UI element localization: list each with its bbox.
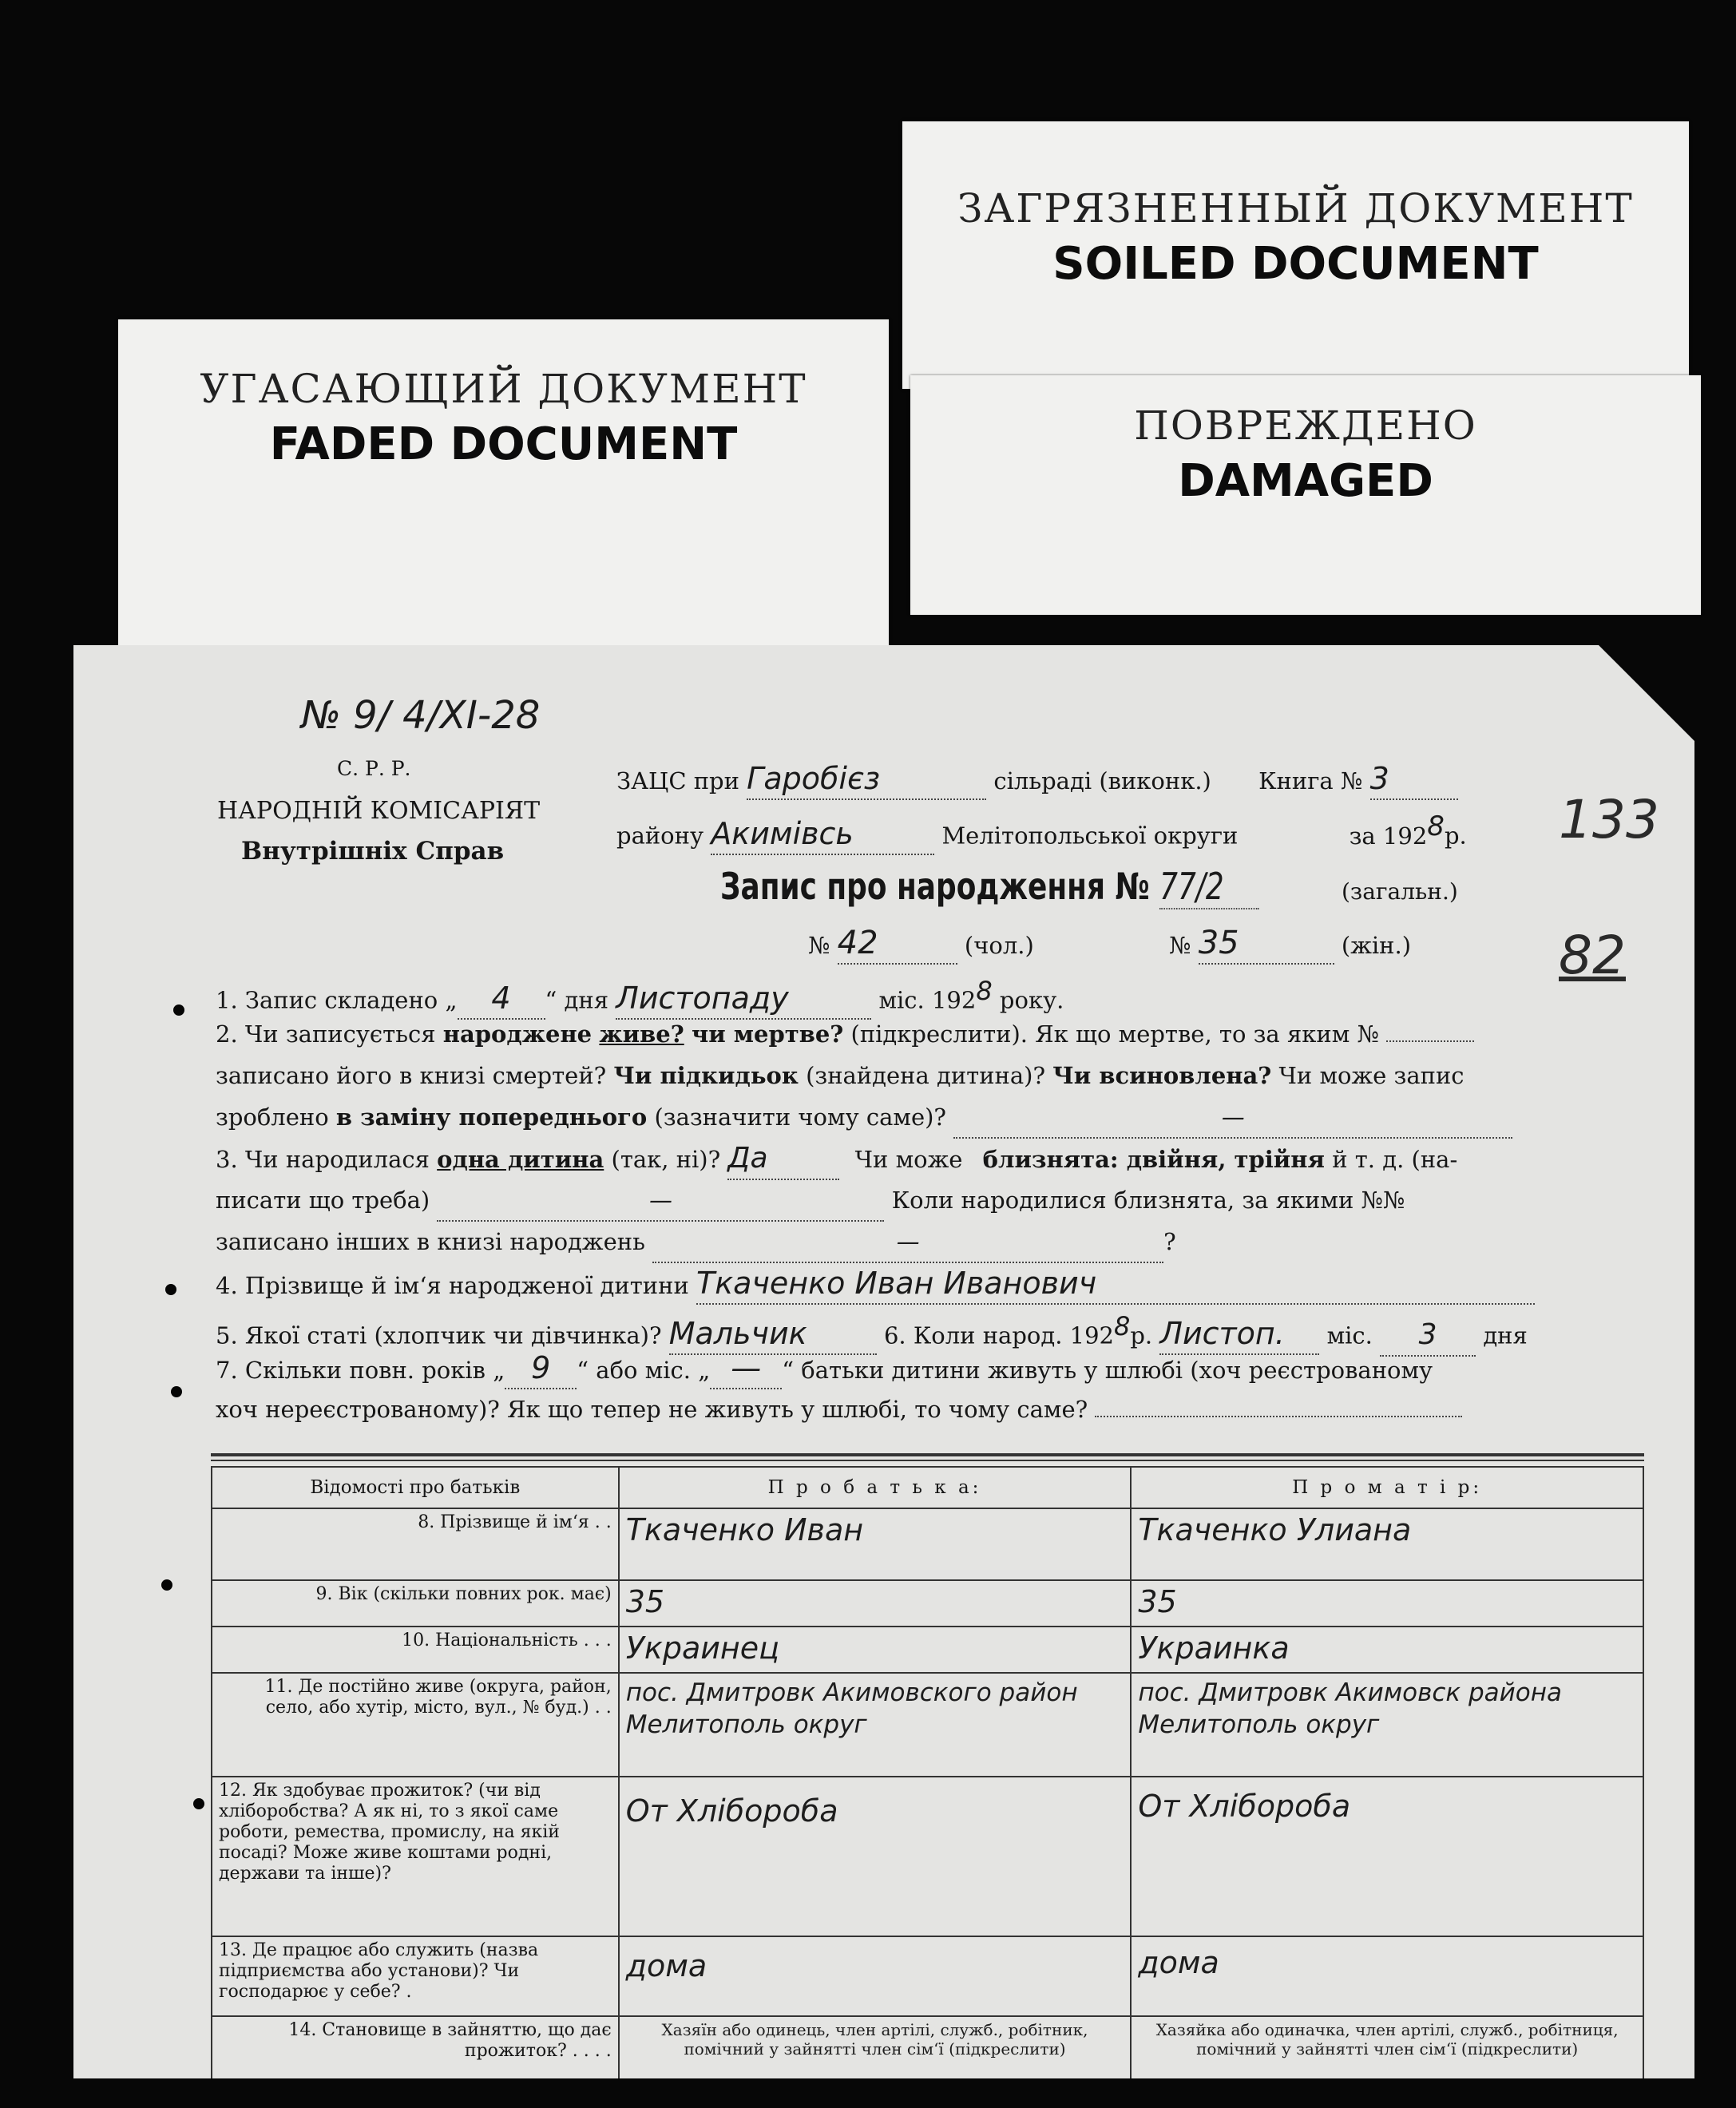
soiled-label-en: SOILED DOCUMENT — [1052, 238, 1539, 290]
question-1 — [216, 971, 1064, 1020]
q3-twins-value: — — [437, 1180, 884, 1222]
table-row — [212, 1580, 1643, 1627]
female-number-value: 35 — [1199, 923, 1334, 965]
table-row — [212, 1673, 1643, 1777]
damaged-label-ru: ПОВРЕЖДЕНО — [1134, 402, 1477, 449]
year-suffix: р. — [1444, 822, 1467, 850]
question-3-line-2 — [216, 1180, 1405, 1222]
q3-text-d: Чи може — [854, 1146, 963, 1173]
q4-label: 4. Прізвище й ім‘я народженої дитини — [216, 1272, 689, 1299]
parents-table — [211, 1466, 1644, 2078]
q3-text-i: записано інших в книзі народжень — [216, 1228, 645, 1255]
q1-label: 1. Запис складено „ — [216, 986, 458, 1014]
q2-text-k: зроблено — [216, 1104, 329, 1131]
row-label-name: 8. Прізвище й ім‘я . . — [212, 1508, 619, 1580]
q7-text-c: “ батьки дитини живуть у шлюбі (хоч реєстрованому — [782, 1357, 1433, 1384]
birth-month-value: Листоп. — [1159, 1314, 1319, 1355]
zags-prefix: ЗАЦС при — [616, 767, 739, 794]
punch-hole — [171, 1386, 182, 1397]
record-title-label: Запис про народження № — [720, 865, 1150, 908]
father-residence-value: пос. Дмитровк Акимовского район Мелитополь округ — [619, 1673, 1132, 1777]
q7-reason-value — [1095, 1416, 1462, 1417]
father-nationality-value: Украинец — [619, 1627, 1132, 1673]
q6-day-suffix: дня — [1483, 1321, 1528, 1349]
question-2-line-1 — [216, 1014, 1474, 1054]
record-number-value: 77/2 — [1159, 865, 1259, 909]
row-label-livelihood: 12. Як здобуває прожиток? (чи від хліборобства? А як ні, то з якої саме роботи, ремества, промислу, на якій посаді? Може живе коштами родні, держави та інше)? — [212, 1777, 619, 1936]
year-prefix: за 192 — [1349, 822, 1428, 850]
damaged-document-card — [910, 375, 1701, 615]
book-number-value: 3 — [1370, 759, 1458, 800]
child-sex-value: Мальчик — [669, 1314, 877, 1355]
punch-hole — [173, 1004, 184, 1016]
question-2-line-2 — [216, 1056, 1465, 1096]
q1-day-value: 4 — [458, 978, 545, 1020]
birth-year-value: 8 — [1114, 1311, 1131, 1341]
row-label-nationality: 10. Національність . . . — [212, 1627, 619, 1673]
district-suffix: Мелітопольської округи — [941, 822, 1239, 850]
question-3-line-1 — [216, 1139, 1457, 1180]
table-row — [212, 1508, 1643, 1580]
table-top-rule-thin — [211, 1460, 1644, 1461]
marriage-months-value: — — [710, 1348, 782, 1389]
father-occupation-options: Хазяїн або одинець, член артілі, служб., робітник, помічний у зайнятті член сім‘ї (підкреслити) — [619, 2016, 1132, 2078]
zags-suffix: сільраді (виконк.) — [993, 767, 1211, 794]
punch-hole — [161, 1579, 172, 1591]
q1-month-suffix: міс. 192 — [878, 986, 977, 1014]
question-3-line-3 — [216, 1222, 1176, 1263]
mother-age-value: 35 — [1131, 1580, 1643, 1627]
q2-text-a: 2. Чи записується — [216, 1020, 436, 1048]
q2-alive-option: живе? — [599, 1020, 684, 1048]
record-total-suffix: (загальн.) — [1342, 878, 1458, 905]
q2-text-l: в заміну попереднього — [335, 1104, 648, 1131]
year-value: 8 — [1427, 810, 1445, 842]
registration-stamp: № 9/ 4/XI-28 — [301, 693, 541, 738]
soiled-label-ru: ЗАГРЯЗНЕННЫЙ ДОКУМЕНТ — [957, 185, 1634, 232]
q5-label: 5. Якої статі (хлопчик чи дівчинка)? — [216, 1321, 662, 1349]
torn-corner — [1599, 645, 1694, 741]
q3-text-e: близнята: двійня, трійня — [982, 1146, 1325, 1173]
punch-hole — [165, 1284, 176, 1295]
q7-text-d: хоч нереєстрованому)? Як що тепер не живуть у шлюбі, то чому саме? — [216, 1396, 1088, 1423]
q7-text-b: “ або міс. „ — [577, 1357, 711, 1384]
q6-month-suffix: міс. — [1326, 1321, 1373, 1349]
header-mother: П р о м а т і р: — [1131, 1467, 1643, 1508]
marriage-years-value: 9 — [505, 1348, 577, 1389]
female-number-suffix: (жін.) — [1341, 932, 1412, 959]
father-workplace-value: дома — [619, 1936, 1132, 2016]
mother-nationality-value: Украинка — [1131, 1627, 1643, 1673]
q3-text-h: Коли народилися близнята, за якими №№ — [891, 1187, 1405, 1214]
father-name-value: Ткаченко Иван — [619, 1508, 1132, 1580]
commissariat-line-1: НАРОДНІЙ КОМІСАРІЯТ — [217, 797, 541, 825]
q2-text-m: (зазначити чому саме)? — [654, 1104, 946, 1131]
book-label: Книга № — [1258, 767, 1363, 794]
q2-text-f: записано його в книзі смертей? — [216, 1062, 607, 1089]
q6-year-suffix: р. — [1130, 1321, 1153, 1349]
commissariat-line-2: Внутрішніх Справ — [241, 837, 505, 866]
female-number-prefix: № — [1169, 932, 1191, 959]
q3-single-value: Да — [727, 1139, 839, 1180]
header-parents-info: Відомості про батьків — [212, 1467, 619, 1508]
punch-hole — [193, 1798, 204, 1809]
q2-text-g: Чи підкидьок — [613, 1062, 799, 1089]
table-row — [212, 1627, 1643, 1673]
mother-residence-value: пос. Дмитровк Акимовск района Мелитополь округ — [1131, 1673, 1643, 1777]
birth-day-value: 3 — [1380, 1315, 1476, 1357]
question-7-line-1 — [216, 1348, 1433, 1390]
table-top-rule — [211, 1453, 1644, 1456]
row-label-occupation-status: 14. Становище в зайняттю, що дає прожиток? . . . . — [212, 2016, 619, 2078]
q3-text-c: (так, ні)? — [611, 1146, 721, 1173]
record-title — [720, 865, 1259, 909]
q1-year-value: 8 — [976, 976, 993, 1006]
birth-record-form — [73, 645, 1694, 2078]
question-2-line-3 — [216, 1097, 1512, 1139]
faded-label-ru: УГАСАЮЩИЙ ДОКУМЕНТ — [200, 366, 807, 412]
district-value: Акимівсь — [711, 814, 934, 855]
q3-text-a: 3. Чи народилася — [216, 1146, 430, 1173]
q2-death-number-value — [1386, 1040, 1474, 1042]
q2-replacement-value: — — [953, 1097, 1512, 1139]
q3-text-f: й т. д. (на- — [1332, 1146, 1458, 1173]
male-number-prefix: № — [808, 932, 830, 959]
table-row — [212, 1777, 1643, 1936]
q3-twin-numbers-value: — — [652, 1222, 1163, 1263]
row-label-age: 9. Вік (скільки повних рок. має) — [212, 1580, 619, 1627]
q3-text-b: одна дитина — [437, 1146, 604, 1173]
mother-livelihood-value: От Хлібороба — [1131, 1777, 1643, 1936]
q2-text-h: (знайдена дитина)? — [806, 1062, 1046, 1089]
table-row — [212, 2016, 1643, 2078]
q2-text-j: Чи може запис — [1278, 1062, 1465, 1089]
q7-text-a: 7. Скільки повн. років „ — [216, 1357, 505, 1384]
male-female-line — [808, 923, 1411, 965]
district-line — [616, 806, 1467, 856]
q2-text-i: Чи всиновлена? — [1052, 1062, 1272, 1089]
zags-line — [616, 759, 1458, 801]
row-label-residence: 11. Де постійно живе (округа, район, село, або хутір, місто, вул., № буд.) . . — [212, 1673, 619, 1777]
table-header-row — [212, 1467, 1643, 1508]
q2-text-e: (підкреслити). Як що мертве, то за яким № — [850, 1020, 1379, 1048]
usrr-label: С. Р. Р. — [337, 757, 411, 780]
q3-text-g: писати що треба) — [216, 1187, 430, 1214]
table-row — [212, 1936, 1643, 2016]
damaged-label-en: DAMAGED — [1178, 455, 1433, 507]
child-name-value: Ткаченко Иван Иванович — [696, 1263, 1535, 1305]
faded-document-card — [118, 319, 889, 695]
district-prefix: району — [616, 822, 704, 850]
q2-dead-option: чи мертве? — [691, 1020, 844, 1048]
margin-number-top: 133 — [1559, 789, 1659, 850]
soiled-document-card — [902, 121, 1689, 389]
q6-label: 6. Коли народ. 192 — [883, 1321, 1114, 1349]
question-4 — [216, 1263, 1535, 1306]
male-number-value: 42 — [838, 923, 957, 965]
q3-text-j: ? — [1163, 1228, 1176, 1255]
q1-month-value: Листопаду — [616, 978, 871, 1020]
row-label-workplace: 13. Де працює або служить (назва підприємства або установи)? Чи господарює у себе? . — [212, 1936, 619, 2016]
mother-name-value: Ткаченко Улиана — [1131, 1508, 1643, 1580]
mother-occupation-options: Хазяйка або одиначка, член артілі, служб., робітниця, помічний у зайнятті член сім‘ї (підкреслити) — [1131, 2016, 1643, 2078]
father-age-value: 35 — [619, 1580, 1132, 1627]
mother-workplace-value: дома — [1131, 1936, 1643, 2016]
q1-day-suffix: “ дня — [545, 986, 609, 1014]
male-number-suffix: (чол.) — [964, 932, 1034, 959]
q2-text-b: народжене — [442, 1020, 593, 1048]
header-father: П р о б а т ь к а: — [619, 1467, 1132, 1508]
faded-label-en: FADED DOCUMENT — [269, 418, 738, 470]
father-livelihood-value: От Хлібороба — [619, 1777, 1132, 1936]
question-7-line-2 — [216, 1389, 1462, 1429]
margin-number-bottom: 82 — [1559, 925, 1626, 986]
q1-year-suffix: року. — [999, 986, 1064, 1014]
zags-village-value: Гаробієз — [747, 759, 986, 800]
